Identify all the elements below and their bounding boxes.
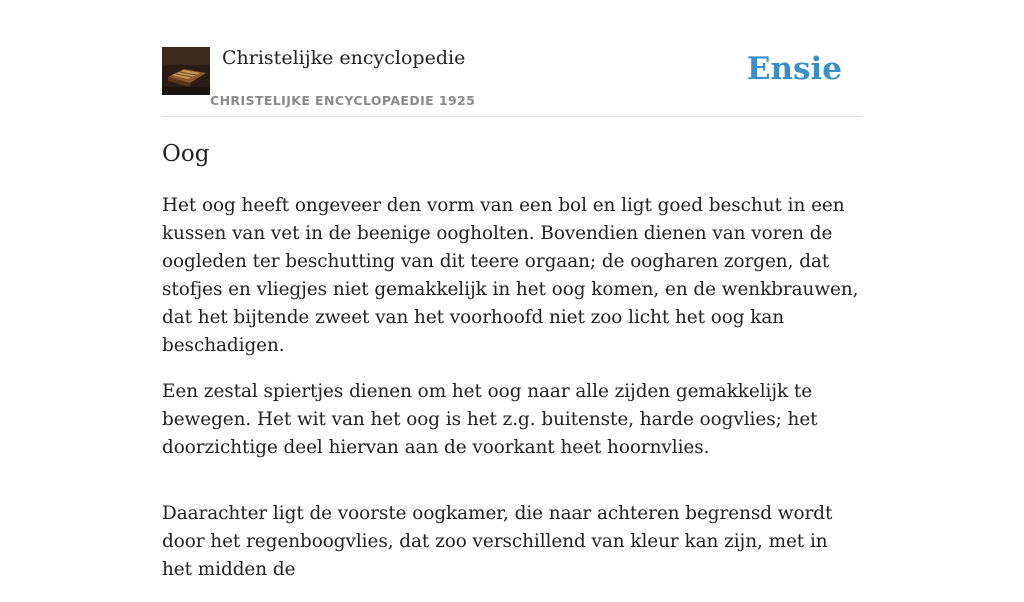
publication-subtitle: CHRISTELIJKE ENCYCLOPAEDIE 1925 xyxy=(210,93,476,108)
publication-avatar[interactable] xyxy=(162,47,210,95)
article-body xyxy=(162,192,862,602)
publication-name[interactable]: Christelijke encyclopedie xyxy=(222,47,466,69)
article-paragraph: Een zestal spiertjes dienen om het oog naar alle zijden gemakkelijk te bewegen. Het wit van het oog is het z.g. buitenste, harde oogvlies; het doorzichtige deel hiervan aan de voorkant heet hoornvlies. xyxy=(162,381,818,458)
article-paragraph: Daarachter ligt de voorste oogkamer, die naar achteren begrensd wordt door het regenboogvlies, dat zoo verschillend van kleur kan zijn, met in het midden de xyxy=(162,503,833,580)
book-icon xyxy=(162,47,210,95)
ensie-logo-link[interactable]: Ensie xyxy=(746,51,842,87)
header xyxy=(162,0,862,117)
page-container xyxy=(162,0,862,580)
article-paragraph: Het oog heeft ongeveer den vorm van een bol en ligt goed beschut in een kussen van vet in de beenige oogholten. Bovendien dienen van voren de oogleden ter beschutting van dit teere orgaan; de oogharen zorgen, dat stofjes en vliegjes niet gemakkelijk in het oog komen, en de wenkbrauwen, dat het bijtende zweet van het voorhoofd niet zoo licht het oog kan beschadigen. xyxy=(162,195,859,356)
article-title: Oog xyxy=(162,141,210,167)
